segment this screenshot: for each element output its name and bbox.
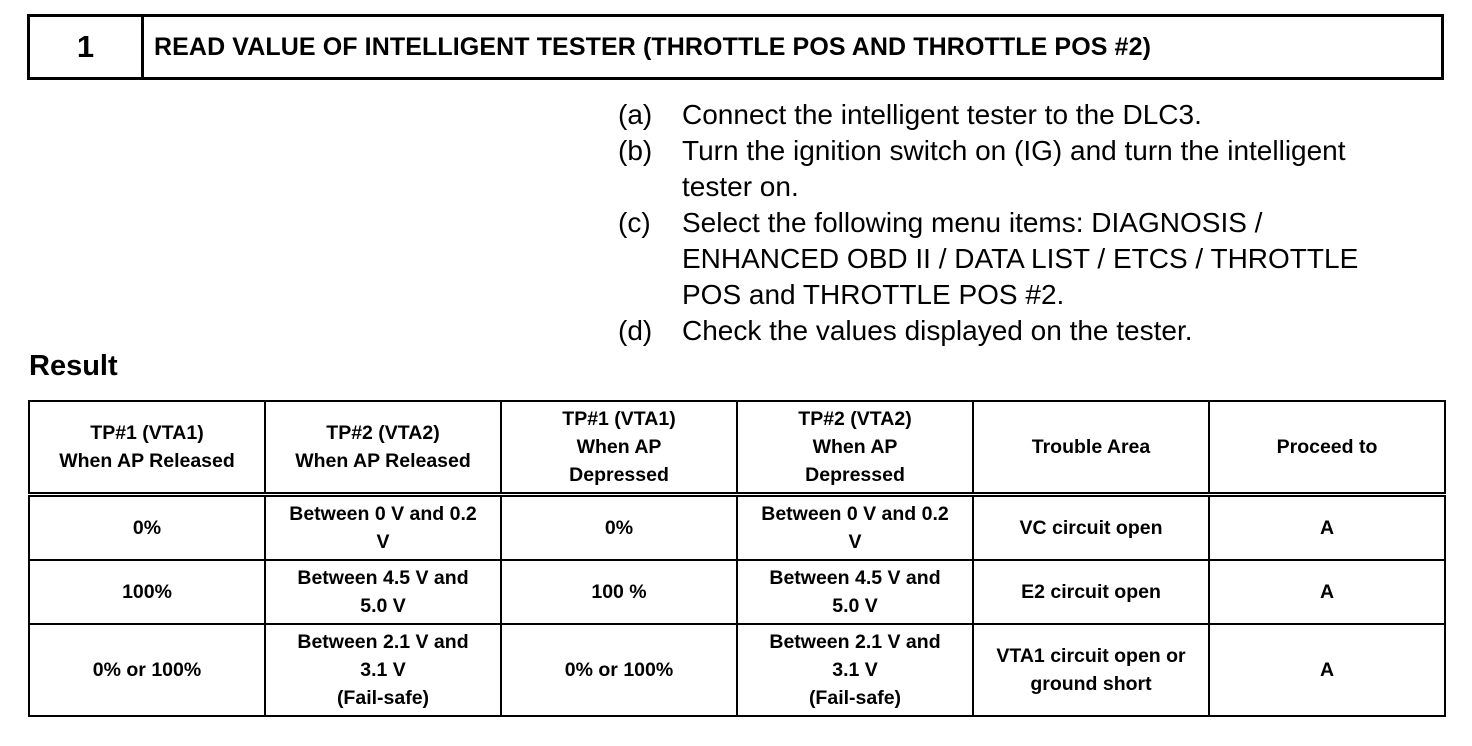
instruction-line: Turn the ignition switch on (IG) and turn the intelligent [682, 135, 1346, 166]
cell-line: (Fail-safe) [336, 687, 430, 709]
table-cell [737, 495, 973, 561]
header-line: When AP [576, 436, 662, 458]
instruction-label: (a) [618, 99, 653, 130]
header-line: TP#1 (VTA1) [562, 408, 676, 430]
cell-line: 0% or 100% [92, 659, 202, 681]
table-cell [265, 495, 501, 561]
instruction-line: Connect the intelligent tester to the DLC3. [682, 99, 1202, 130]
table-cell [1209, 624, 1445, 716]
header-line: When AP [812, 436, 898, 458]
table-header-row [29, 401, 1445, 495]
header-line: Depressed [569, 464, 669, 486]
cell-line: A [1319, 517, 1335, 539]
instruction-label: (c) [618, 207, 651, 238]
cell-line: 3.1 V [832, 659, 878, 681]
instruction-label: (d) [618, 315, 653, 346]
instruction-item-b [618, 133, 1438, 205]
cell-line: Between 0 V and 0.2 [761, 503, 949, 525]
cell-line: VC circuit open [1019, 517, 1163, 539]
instruction-text [682, 97, 1438, 133]
cell-line: VTA1 circuit open or [996, 645, 1186, 667]
instruction-line: tester on. [682, 171, 799, 202]
cell-line: A [1319, 659, 1335, 681]
step-number: 1 [30, 17, 144, 77]
header-line: Proceed to [1276, 436, 1378, 458]
cell-line: Between 2.1 V and [297, 631, 469, 653]
header-proceed-to [1209, 401, 1445, 495]
table-cell [973, 495, 1209, 561]
table-cell [501, 495, 737, 561]
table-cell [501, 624, 737, 716]
table-cell [501, 560, 737, 624]
cell-line: (Fail-safe) [808, 687, 902, 709]
header-line: Trouble Area [1031, 436, 1151, 458]
table-cell [973, 624, 1209, 716]
step-title: READ VALUE OF INTELLIGENT TESTER (THROTTLE POS AND THROTTLE POS #2) [154, 32, 1151, 61]
instruction-text [682, 133, 1438, 205]
table-cell [1209, 560, 1445, 624]
cell-line: 0% or 100% [564, 659, 674, 681]
table-cell [29, 624, 265, 716]
cell-line: 100% [122, 581, 172, 603]
cell-line: 100 % [591, 581, 647, 603]
instruction-line: POS and THROTTLE POS #2. [682, 279, 1065, 310]
result-table [28, 400, 1446, 717]
result-heading: Result [29, 350, 118, 382]
table-row [29, 624, 1445, 716]
header-line: TP#2 (VTA2) [798, 408, 912, 430]
table-cell [737, 624, 973, 716]
header-line: When AP Released [295, 450, 471, 472]
table-cell [29, 560, 265, 624]
cell-line: Between 4.5 V and [769, 567, 941, 589]
cell-line: V [848, 531, 862, 553]
cell-line: E2 circuit open [1021, 581, 1161, 603]
header-line: TP#2 (VTA2) [326, 422, 440, 444]
instruction-line: Check the values displayed on the tester. [682, 315, 1193, 346]
cell-line: Between 0 V and 0.2 [289, 503, 477, 525]
cell-line: V [376, 531, 390, 553]
header-tp1-released [29, 401, 265, 495]
header-tp2-depressed [737, 401, 973, 495]
header-tp2-released [265, 401, 501, 495]
step-header [27, 14, 1444, 80]
cell-line: 5.0 V [360, 595, 406, 617]
cell-line: 0% [132, 517, 162, 539]
cell-line: Between 2.1 V and [769, 631, 941, 653]
header-tp1-depressed [501, 401, 737, 495]
instruction-item-a [618, 97, 1438, 133]
instruction-item-c [618, 205, 1438, 313]
table-row [29, 495, 1445, 561]
table-cell [737, 560, 973, 624]
cell-line: A [1319, 581, 1335, 603]
header-line: When AP Released [59, 450, 235, 472]
cell-line: 5.0 V [832, 595, 878, 617]
table-cell [29, 495, 265, 561]
table-cell [265, 624, 501, 716]
table-row [29, 560, 1445, 624]
instruction-line: Select the following menu items: DIAGNOSIS / [682, 207, 1263, 238]
table-cell [265, 560, 501, 624]
instruction-line: ENHANCED OBD II / DATA LIST / ETCS / THROTTLE [682, 243, 1359, 274]
header-line: TP#1 (VTA1) [90, 422, 204, 444]
instruction-list [618, 97, 1438, 349]
cell-line: ground short [1030, 673, 1152, 695]
table-cell [1209, 495, 1445, 561]
header-trouble-area [973, 401, 1209, 495]
instruction-item-d [618, 313, 1438, 349]
cell-line: 3.1 V [360, 659, 406, 681]
cell-line: 0% [604, 517, 634, 539]
cell-line: Between 4.5 V and [297, 567, 469, 589]
table-cell [973, 560, 1209, 624]
instruction-label: (b) [618, 135, 653, 166]
instruction-text [682, 205, 1438, 313]
header-line: Depressed [805, 464, 905, 486]
instruction-text [682, 313, 1438, 349]
